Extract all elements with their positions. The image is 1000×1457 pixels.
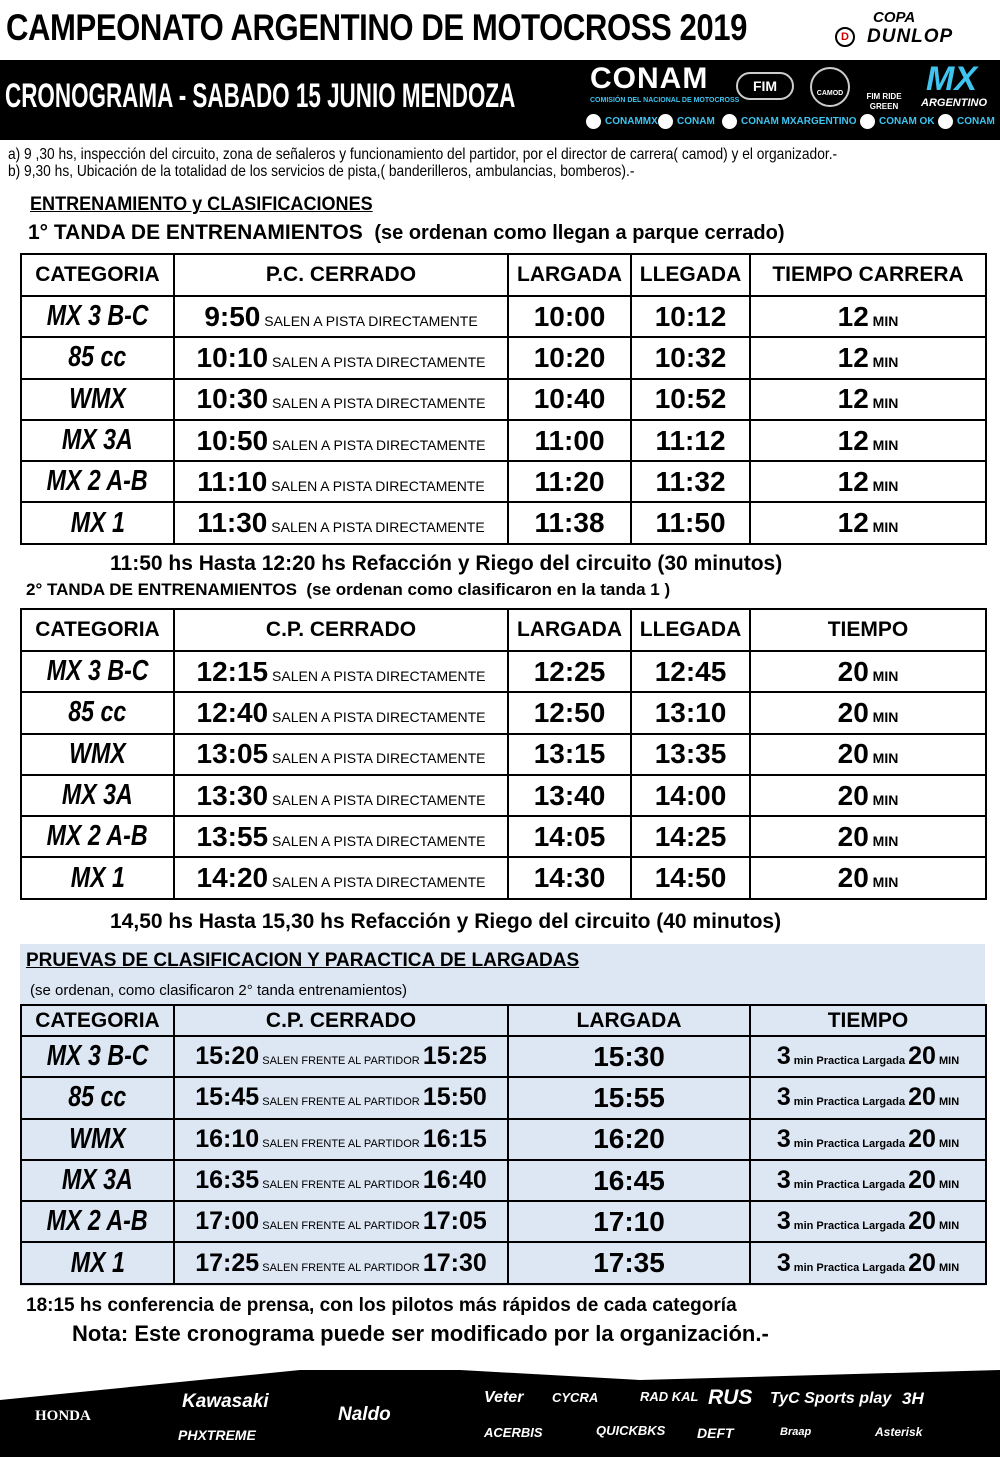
duration-cell [750,775,986,816]
table-row [21,337,986,378]
table-row [21,461,986,502]
category: MX 3A [62,424,133,457]
cp-cell [174,1242,508,1283]
sponsor-logo: HONDA [35,1408,91,1424]
fim-logo: FIM [736,72,794,100]
category-cell [21,461,174,502]
duration-cell [750,337,986,378]
finish-time: 13:35 [631,734,750,775]
cup-brand: DUNLOP [867,26,954,47]
social-label: CONAMMX [605,115,658,127]
duration-unit: MIN [868,874,899,891]
duration: 20 [837,738,869,770]
press-conference: 18:15 hs conferencia de prensa, con los pilotos más rápidos de cada categoría [26,1295,737,1316]
pc-time: 10:10 [196,341,269,373]
table-row [21,502,986,543]
twitter-icon [860,114,875,129]
column-header: LARGADA [508,609,631,651]
practice-minutes: 3 [776,1042,791,1071]
finish-time: 10:32 [631,337,750,378]
duration: 20 [908,1124,936,1153]
duration: 12 [837,383,869,415]
duration-unit: MIN [868,832,899,849]
column-header: LLEGADA [631,254,750,296]
facebook-icon [938,114,953,129]
cp-out-time: 15:50 [422,1083,487,1112]
practice-label: min Practica Largada [790,1261,909,1274]
duration-cell [750,692,986,733]
duration: 12 [837,465,869,497]
category-cell [21,775,174,816]
duration: 20 [837,862,869,894]
duration: 20 [908,1042,936,1071]
sponsor-logo: ACERBIS [484,1425,543,1440]
duration: 12 [837,424,869,456]
nota: Nota: Este cronograma puede ser modificado por la organización.- [72,1321,769,1346]
pc-time: 13:30 [196,779,269,811]
cp-cell [174,1119,508,1160]
header-row [21,609,986,651]
section1-tanda [28,221,784,245]
break-2: 14,50 hs Hasta 15,30 hs Refacción y Riego del circuito (40 minutos) [110,910,782,933]
duration-unit: MIN [868,436,899,453]
sponsor-logo: 3H [902,1389,924,1408]
subtitle: CRONOGRAMA - SABADO 15 JUNIO MENDOZA [5,77,516,115]
category-cell [21,857,174,898]
column-header: TIEMPO CARRERA [750,254,986,296]
start-time: 13:15 [508,734,631,775]
category: MX 3A [62,779,133,812]
sponsor-logo: Asterisk [875,1425,923,1439]
training-1-table [20,253,987,545]
practice-minutes: 3 [776,1083,791,1112]
duration-unit: MIN [868,750,899,767]
duration: 20 [908,1083,936,1112]
duration-unit: MIN [935,1220,960,1233]
duration: 20 [908,1166,936,1195]
pc-note: SALEN A PISTA DIRECTAMENTE [267,477,485,494]
duration-cell [750,1077,986,1118]
category: MX 2 A-B [47,1205,148,1238]
tanda-title: 2° TANDA DE ENTRENAMIENTOS [26,580,297,599]
duration-unit: MIN [935,1055,960,1068]
cp-in-time: 17:00 [195,1207,260,1236]
cp-in-time: 16:10 [195,1124,260,1153]
duration-unit: MIN [935,1096,960,1109]
finish-time: 11:32 [631,461,750,502]
column-header: TIEMPO [750,609,986,651]
sponsor-logo: PHXTREME [178,1427,256,1443]
sponsor-logo: Kawasaki [182,1391,269,1412]
table-row [21,1036,986,1077]
duration-cell [750,502,986,543]
practice-label: min Practica Largada [790,1137,909,1150]
category-cell [21,1119,174,1160]
finish-time: 14:00 [631,775,750,816]
category-cell [21,692,174,733]
social-link[interactable] [586,114,658,129]
social-link[interactable] [722,114,857,129]
duration-cell [750,857,986,898]
pc-cell [174,420,508,461]
cp-cell [174,1201,508,1242]
tanda-title: 1° TANDA DE ENTRENAMIENTOS [28,221,363,244]
duration: 20 [837,779,869,811]
pc-cell [174,651,508,692]
duration-cell [750,379,986,420]
social-label: CONAM OK [879,115,935,127]
category-cell [21,651,174,692]
pc-note: SALEN A PISTA DIRECTAMENTE [268,750,486,767]
cp-cell [174,1077,508,1118]
cp-cell [174,1160,508,1201]
duration: 12 [837,300,869,332]
cp-out-time: 17:30 [422,1248,487,1277]
table-row [21,1160,986,1201]
category: WMX [69,737,126,770]
category: MX 2 A-B [47,820,148,853]
pc-time: 11:10 [197,465,268,497]
duration-unit: MIN [868,312,899,329]
pc-note: SALEN A PISTA DIRECTAMENTE [268,791,486,808]
category: MX 1 [70,506,125,539]
table-row [21,1201,986,1242]
pc-note: SALEN A PISTA DIRECTAMENTE [267,519,485,536]
duration-cell [750,651,986,692]
table-row [21,1119,986,1160]
duration: 20 [837,696,869,728]
pc-time: 9:50 [204,300,261,332]
pc-cell [174,379,508,420]
start-time: 15:55 [508,1077,750,1118]
cup-label: COPA [873,9,916,26]
training-2-table [20,608,987,900]
duration-cell [750,420,986,461]
table-row [21,1077,986,1118]
section3-heading: PRUEVAS DE CLASIFICACION Y PARACTICA DE LARGADAS [26,950,580,971]
duration-unit: MIN [935,1137,960,1150]
column-header: C.P. CERRADO [174,609,508,651]
table-row [21,420,986,461]
start-time: 11:38 [508,502,631,543]
start-time: 17:35 [508,1242,750,1283]
category-cell [21,734,174,775]
category-cell [21,1077,174,1118]
section1-heading: ENTRENAMIENTO y CLASIFICACIONES [30,194,373,215]
finish-time: 10:52 [631,379,750,420]
duration-cell [750,816,986,857]
cp-note: SALEN FRENTE AL PARTIDOR [259,1220,423,1233]
pc-note: SALEN A PISTA DIRECTAMENTE [268,395,486,412]
social-label: CONAM [957,115,995,127]
category: MX 1 [70,861,125,894]
table-row [21,1242,986,1283]
social-link[interactable] [658,114,715,129]
finish-time: 14:50 [631,857,750,898]
category: 85 cc [68,1081,127,1114]
start-time: 14:05 [508,816,631,857]
category: WMX [69,382,126,415]
pc-cell [174,461,508,502]
practice-minutes: 3 [776,1124,791,1153]
sponsor-logo: CYCRA [552,1390,599,1405]
duration-unit: MIN [868,477,899,494]
sponsor-logo: Naldo [338,1404,391,1425]
dunlop-icon: D [835,27,855,47]
section3-note: (se ordenan, como clasificaron 2° tanda entrenamientos) [30,982,408,999]
tanda-note: (se ordenan como llegan a parque cerrado) [374,222,785,244]
start-time: 10:20 [508,337,631,378]
social-link[interactable] [860,114,935,129]
start-time: 15:30 [508,1036,750,1077]
start-time: 12:50 [508,692,631,733]
instagram-icon [586,114,601,129]
header-row [21,254,986,296]
duration-cell [750,1119,986,1160]
table-row [21,651,986,692]
sponsor-logo: QUICKBKS [596,1423,666,1438]
camod-logo: CAMOD [810,67,850,107]
cp-in-time: 15:20 [195,1042,260,1071]
category-cell [21,1160,174,1201]
page-title: CAMPEONATO ARGENTINO DE MOTOCROSS 2019 [6,7,748,48]
pc-note: SALEN A PISTA DIRECTAMENTE [268,667,486,684]
category-cell [21,1201,174,1242]
duration-unit: MIN [868,791,899,808]
mx-subtitle: ARGENTINO [921,97,987,109]
category: MX 3A [62,1164,133,1197]
duration-cell [750,1036,986,1077]
table-row [21,816,986,857]
column-header: CATEGORIA [21,609,174,651]
practice-label: min Practica Largada [790,1055,909,1068]
duration-unit: MIN [868,708,899,725]
column-header: LARGADA [508,254,631,296]
category: 85 cc [68,696,127,729]
duration: 20 [908,1248,936,1277]
cp-note: SALEN FRENTE AL PARTIDOR [259,1137,423,1150]
start-time: 12:25 [508,651,631,692]
category: MX 3 B-C [46,655,149,688]
practice-minutes: 3 [776,1166,791,1195]
table-row [21,775,986,816]
category-cell [21,816,174,857]
cp-note: SALEN FRENTE AL PARTIDOR [259,1179,423,1192]
pc-time: 12:40 [196,696,269,728]
cp-in-time: 17:25 [195,1248,260,1277]
duration-unit: MIN [868,667,899,684]
practice-minutes: 3 [776,1207,791,1236]
tanda-note: (se ordenan como clasificaron en la tanda 1 ) [306,580,671,599]
duration: 20 [837,820,869,852]
category-cell [21,1242,174,1283]
pc-time: 12:15 [196,655,269,687]
practice-label: min Practica Largada [790,1096,909,1109]
finish-time: 11:50 [631,502,750,543]
duration-cell [750,1242,986,1283]
pc-cell [174,337,508,378]
start-time: 11:00 [508,420,631,461]
start-time: 16:45 [508,1160,750,1201]
duration-unit: MIN [868,395,899,412]
note-a: a) 9 ,30 hs, inspección del circuito, zona de señaleros y funcionamiento del partidor, por el director de carrera( camod) y el organizador.- [8,146,838,163]
pc-time: 10:50 [196,424,269,456]
category: WMX [69,1122,126,1155]
note-b: b) 9,30 hs, Ubicación de la totalidad de los servicios de pista,( banderilleros, ambulancias, bomberos).- [8,163,635,180]
practice-label: min Practica Largada [790,1179,909,1192]
qualifying-table [20,1004,987,1285]
category-cell [21,502,174,543]
category-cell [21,420,174,461]
social-label: CONAM MXARGENTINO [741,115,857,127]
sponsor-logo: RAD KAL [640,1389,699,1404]
start-time: 11:20 [508,461,631,502]
pc-cell [174,296,508,337]
category: MX 1 [70,1246,125,1279]
duration-cell [750,734,986,775]
social-link[interactable] [938,114,995,129]
sponsor-band [0,1370,1000,1457]
pc-time: 13:55 [196,820,269,852]
category-cell [21,1036,174,1077]
header-row [21,1005,986,1036]
sponsor-logo: Veter [484,1389,524,1406]
pc-cell [174,502,508,543]
pc-cell [174,857,508,898]
duration-unit: MIN [935,1179,960,1192]
mx-logo: MX [926,60,977,98]
pc-note: SALEN A PISTA DIRECTAMENTE [268,832,486,849]
duration-unit: MIN [935,1261,960,1274]
table-row [21,296,986,337]
column-header: C.P. CERRADO [174,1005,508,1036]
table-row [21,379,986,420]
sponsor-logo: TyC Sports play [770,1390,892,1407]
header-band [0,60,1000,140]
column-header: CATEGORIA [21,1005,174,1036]
start-time: 17:10 [508,1201,750,1242]
conam-logo: CONAM [590,62,709,95]
duration-cell [750,461,986,502]
pc-note: SALEN A PISTA DIRECTAMENTE [268,436,486,453]
cp-note: SALEN FRENTE AL PARTIDOR [259,1055,423,1068]
start-time: 13:40 [508,775,631,816]
cp-out-time: 16:15 [422,1124,487,1153]
sponsor-logo: DEFT [697,1425,734,1441]
category: 85 cc [68,341,127,374]
practice-minutes: 3 [776,1248,791,1277]
start-time: 14:30 [508,857,631,898]
pc-note: SALEN A PISTA DIRECTAMENTE [268,708,486,725]
break-1: 11:50 hs Hasta 12:20 hs Refacción y Riego del circuito (30 minutos) [110,552,783,575]
duration: 12 [837,507,869,539]
finish-time: 13:10 [631,692,750,733]
finish-time: 11:12 [631,420,750,461]
category-cell [21,379,174,420]
dunlop-cup-logo [835,10,995,50]
column-header: CATEGORIA [21,254,174,296]
linkedin-icon [658,114,673,129]
cp-note: SALEN FRENTE AL PARTIDOR [259,1261,423,1274]
duration-unit: MIN [868,353,899,370]
section2-tanda [26,580,670,600]
pc-time: 14:20 [196,862,269,894]
duration: 20 [837,655,869,687]
sponsor-logo: RUS [708,1386,753,1409]
duration: 20 [908,1207,936,1236]
duration-cell [750,1201,986,1242]
pc-time: 13:05 [196,738,269,770]
column-header: TIEMPO [750,1005,986,1036]
sponsor-logo: Braap [780,1426,812,1438]
finish-time: 12:45 [631,651,750,692]
start-time: 16:20 [508,1119,750,1160]
category-cell [21,296,174,337]
practice-label: min Practica Largada [790,1220,909,1233]
pc-cell [174,692,508,733]
cp-cell [174,1036,508,1077]
pc-time: 11:30 [197,507,268,539]
category: MX 2 A-B [47,465,148,498]
pc-cell [174,816,508,857]
duration-unit: MIN [868,519,899,536]
start-time: 10:00 [508,296,631,337]
column-header: P.C. CERRADO [174,254,508,296]
social-label: CONAM [677,115,715,127]
pc-cell [174,734,508,775]
youtube-icon [722,114,737,129]
pc-time: 10:30 [196,383,269,415]
duration-cell [750,296,986,337]
cp-out-time: 16:40 [422,1166,487,1195]
conam-subtitle: COMISIÓN DEL NACIONAL DE MOTOCROSS [590,97,740,104]
category: MX 3 B-C [46,1040,149,1073]
table-row [21,692,986,733]
category: MX 3 B-C [46,300,149,333]
cp-in-time: 16:35 [195,1166,260,1195]
column-header: LARGADA [508,1005,750,1036]
duration: 12 [837,341,869,373]
pc-cell [174,775,508,816]
finish-time: 10:12 [631,296,750,337]
category-cell [21,337,174,378]
cp-out-time: 15:25 [422,1042,487,1071]
fim-green-logo: FIM RIDE GREEN [866,92,902,111]
duration-cell [750,1160,986,1201]
start-time: 10:40 [508,379,631,420]
pc-note: SALEN A PISTA DIRECTAMENTE [268,353,486,370]
column-header: LLEGADA [631,609,750,651]
table-row [21,857,986,898]
cp-out-time: 17:05 [422,1207,487,1236]
table-row [21,734,986,775]
cp-in-time: 15:45 [195,1083,260,1112]
pc-note: SALEN A PISTA DIRECTAMENTE [260,312,478,329]
pc-note: SALEN A PISTA DIRECTAMENTE [268,874,486,891]
cp-note: SALEN FRENTE AL PARTIDOR [259,1096,423,1109]
finish-time: 14:25 [631,816,750,857]
